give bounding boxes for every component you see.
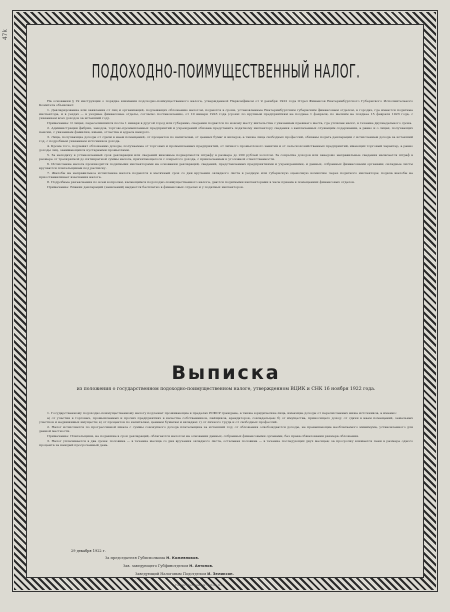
signature-name: Н. Кожевников. [166, 556, 200, 560]
notice-paragraph: 8. Подробные разъяснения по всем вопросам, касающимся подоходно-поимущественного налога, даются податными инспекторами в часы приема в помещениях финансовых отделов. [47, 179, 355, 184]
extract-paragraph: 2. Налог исчисляется по прогрессивной шкале с суммы совокупного дохода плательщика за истекший год; от обложения освобождаются доходы, не превышающие необлагаемого минимума, установленного для данной местности. [39, 424, 413, 433]
signature-role: Заведующий Налоговым Подотделом [135, 572, 208, 576]
document-date: 29 декабря 1922 г. [71, 549, 106, 553]
signature-role: Зав. заведующего Губфинотделом [123, 564, 190, 568]
signature-role: За председателя Губисполкома [105, 556, 167, 560]
signature-name: Н. Антонов. [189, 564, 214, 568]
notice-paragraph: 4. Кроме того, подлежат обложению доходы, получаемые от торговых и промышленных предприятий, от личного промыслового занятия и от сельскохозяйственных предприятий, имеющих торговый характер, а равно доходы лиц, занимающихся кустарными промыслами. [39, 143, 413, 153]
notice-paragraph: Примечание: Бланки деклараций (заявлений) выдаются бесплатно в финансовых отделах и у податных инспекторов. [47, 184, 244, 189]
extract-heading: Выписка [171, 362, 281, 384]
extract-body [39, 411, 413, 448]
signature-line [135, 572, 435, 576]
extract-paragraph: а) от участия в торговых, промышленных и прочих предприятиях в качестве собственников, пайщиков, арендаторов, совладельцев; б) от имущества, приносящего доход: от сдачи в наем помещений, земельных участков и недвижимых имуществ; в) от процентов по капиталам, ценным бумагам и вкладам; г) от личного труда и от свободных профессий. [39, 415, 413, 424]
extract-paragraph: 1. Государственному подоходно-поимущественному налогу подлежат проживающие в пределах РСФСР граждане, а также юридические лица, имеющие доходы от перечисленных ниже источников, а именно: [47, 411, 397, 415]
notice-paragraph: 3. Лица, получающие доходы от сдачи в наем помещений, от процентов по капиталам, от ценных бумаг и вкладов, а также лица свободных профессий, обязаны подать декларации с исчислением дохода за истекший год, с подробным указанием источников дохода. [39, 134, 413, 144]
signature-line [105, 556, 405, 560]
intro-paragraph: На основании § 19 инструкции о порядке взимания подоходно-поимущественного налога, утвержденной Наркомфином от 9 декабря 1922 года Отдел Финансов Екатеринбургского Губернского Исполнительного Комитета объявляет: [39, 99, 413, 108]
notice-paragraph: 1. Декларирование или заявления от лиц и организаций, подлежащих обложению налогом, подаются в сроки, установленные Екатеринбургским губернским финансовым отделом, в городах, где имеются податные инспектора, и в уездах — в уездные финансовые отделы, согласно постановлению, от 10 января 1923 года (сроки: по крупным предприятиям не позднее 1 февраля, по мелким не позднее 15 февраля 1923 года, с указанием всех доходов за истекший год). [39, 107, 413, 121]
notice-body [39, 99, 413, 190]
poster-content [26, 24, 424, 578]
extract-subheading: из положения о государственном подоходно-поимущественном налоге, утвержденном ВЦИК и СНК 16 ноября 1922 года. [76, 387, 376, 392]
extract-paragraph: 3. Налог уплачивается в два срока: половина — в течение месяца со дня вручения окладного листа, остальная половина — в течение последующих двух месяцев; за просрочку взимается пеня в размере одного процента за каждый просроченный день. [39, 438, 413, 447]
notice-paragraph: 7. Жалобы на неправильное исчисление налога подаются в месячный срок со дня вручения окладного листа в уездную или губернскую оценочную комиссию через податного инспектора; подача жалобы не приостанавливает взыскания налога. [39, 170, 413, 179]
poster-title: ПОДОХОДНО-ПОИМУЩЕСТВЕННЫЙ НАЛОГ. [91, 59, 361, 82]
extract-paragraph: Примечание: Плательщики, не подавшие в срок деклараций, облагаются налогом на основании данных, собранных финансовыми органами, без права обжалования размера обложения. [47, 433, 360, 438]
notice-paragraph: 2. Администрация фабрик, заводов, торгово-промышленных предприятий и учреждений обязана представить податному инспектору сведения о выплаченных служащим содержании, а равно и о лицах, получающих пенсии, с указанием фамилии, имени, отчества и адреса каждого. [39, 125, 413, 135]
signature-name: И. Зеликсон. [207, 572, 234, 576]
printer-imprint: Гостип. Екатеринбург. Гублит № 3 [175, 584, 223, 587]
signature-line [123, 564, 423, 568]
notice-paragraph: 5. За неподачу в установленный срок декларации или сведений виновные подвергаются штрафу в размере до 200 рублей золотом. За сокрытие доходов или заведомо неправильные сведения налагается штраф в размере от трехкратной до пятикратной суммы налога, причитающегося с сокрытого дохода, с привлечением к уголовной ответственности. [39, 152, 413, 161]
archive-marks: 47k [2, 29, 9, 40]
notice-paragraph: Примечание: О лицах, переселившихся после 1 января в другой город или губернию, сведения подаются по новому месту жительства с указанием прежнего места, где уплачен налог, в течение двухнедельного срока. [47, 121, 413, 126]
notice-paragraph: 6. Исчисление налога производится податными инспекторами на основании деклараций, сведений, представленных предприятиями и учреждениями, и данных, собранных финансовыми органами; окладные листы вручаются плательщикам под расписку. [39, 161, 413, 170]
